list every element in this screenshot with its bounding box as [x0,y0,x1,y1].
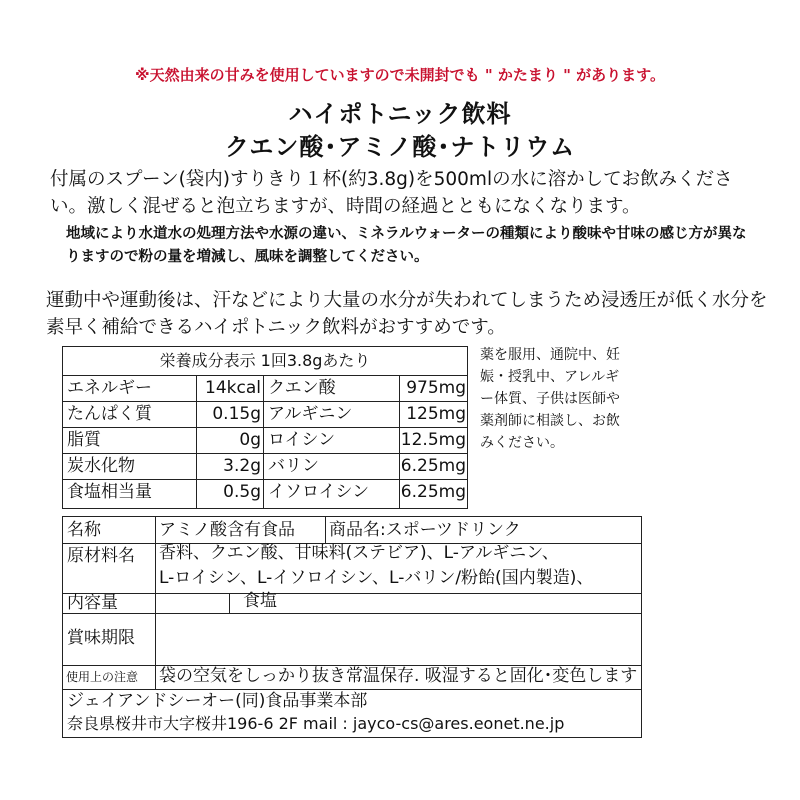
product-title: ハイポトニック飲料 [288,100,512,128]
nutrient-name: ロイシン [268,430,336,450]
nutrition-header: 栄養成分表示 1回3.8gあたり [63,347,467,376]
expiry-label: 賞味期限 [67,628,135,648]
content-label: 内容量 [67,593,118,613]
nutrient-value: 975mg [406,378,466,398]
notes-value: 袋の空気をしっかり抜き常温保存. 吸湿すると固化･変色します [159,666,638,686]
caution-note: 薬を服用、通院中、妊娠・授乳中、アレルギー体質、子供は医師や薬剤師に相談し、お飲みください。 [480,347,620,451]
recommendation-text: 運動中や運動後は、汗などにより大量の水分が失われてしまうため浸透圧が低く水分を素早く補給できるハイポトニック飲料がおすすめです。 [46,290,768,338]
nutrient-value: 3.2g [223,456,261,476]
maker-name: ジェイアンドシーオー(同)食品事業本部 [67,691,368,711]
nutrient-value: 0.15g [212,404,261,424]
nutrient-value: 0.5g [223,482,261,502]
nutrient-name: 炭水化物 [67,456,135,476]
nutrient-name: 食塩相当量 [67,482,152,502]
nutrient-name: バリン [268,456,319,476]
ingredients-line-2: L-ロイシン、L-イソロイシン、L-バリン/粉飴(国内製造)、 [159,568,594,588]
content-salt-text: 食塩 [243,591,277,611]
nutrition-table [62,346,468,509]
product-info-label [62,516,642,738]
ingredients-label: 原材料名 [67,546,135,566]
taste-adjust-note: 地域により水道水の処理方法や水源の違い、ミネラルウォーターの種類により酸味や甘味の感じ方が異なりますので粉の量を増減し、風味を調整してください。 [66,226,747,265]
nutrient-name: 脂質 [67,430,101,450]
nutrient-name: たんぱく質 [67,404,152,424]
product-subtitle: クエン酸･アミノ酸･ナトリウム [224,133,576,161]
usage-instructions: 付属のスプーン(袋内)すりきり１杯(約3.8g)を500mlの水に溶かしてお飲みください。激しく混ぜると泡立ちますが、時間の経過とともになくなります。 [50,169,733,217]
nutrient-value: 6.25mg [400,456,466,476]
ingredients-line-1: 香料、クエン酸、甘味料(ステビア)、L-アルギニン、 [159,543,559,563]
notice-text: ※天然由来の甘みを使用していますので未開封でも " かたまり " があります。 [135,66,665,84]
nutrient-value: 0g [239,430,261,450]
name-label: 名称 [67,520,101,540]
maker-address: 奈良県桜井市大字桜井196-6 2F mail : jayco-cs@ares.eonet.ne.jp [67,714,565,733]
nutrient-value: 12.5mg [400,430,466,450]
nutrient-name: イソロイシン [268,482,370,502]
notes-label: 使用上の注意 [66,670,139,684]
nutrient-value: 125mg [406,404,466,424]
nutrient-value: 6.25mg [400,482,466,502]
nutrient-name: クエン酸 [268,378,336,398]
nutrient-name: アルギニン [268,404,353,424]
name-value: アミノ酸含有食品 [159,520,295,540]
product-name: 商品名:スポーツドリンク [329,520,521,540]
nutrient-name: エネルギー [67,378,152,398]
nutrient-value: 14kcal [205,378,261,398]
